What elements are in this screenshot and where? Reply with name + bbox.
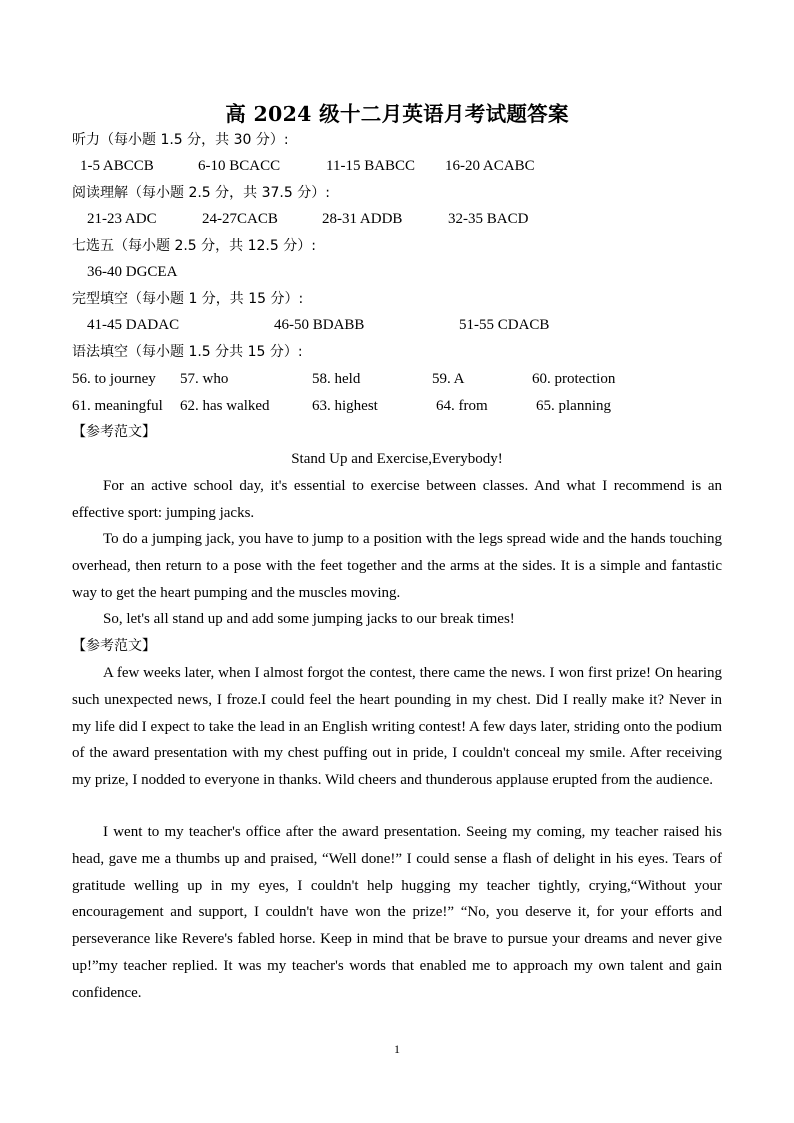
page-title: 高 2024 级十二月英语月考试题答案 <box>225 102 569 126</box>
seven-five-heading: 七选五（每小题 2.5 分，共 12.5 分）: <box>72 238 316 254</box>
essay-paragraph: So, let's all stand up and add some jumping jacks to our break times! <box>103 611 515 627</box>
answer-group: 6-10 BCACC <box>198 158 281 174</box>
essay-paragraph: A few weeks later, when I almost forgot the contest, there came the news. I won first prize! On hearing such unexpected news, I froze.I could feel the heart pounding in my chest. Did I really make it? Never in my life did I expect to take the lead in an English writing contest! A few days later, striding onto the podium of the award presentation with my chest puffing out in pride, I couldn't conceal my smile. After receiving my prize, I nodded to everyone in thanks. Wild cheers and thunderous applause erupted from the audience. <box>72 665 722 789</box>
answer-group: 24-27CACB <box>202 211 278 227</box>
cloze-heading: 完型填空（每小题 1 分，共 15 分）: <box>72 291 304 307</box>
answer-group: 21-23 ADC <box>87 211 157 227</box>
essay-paragraph: To do a jumping jack, you have to jump to a position with the legs spread wide and the hands touching overhead, then return to a pose with the feet together and the arms at the sides. It is a simple and fantastic way to get the heart pumping and the muscles moving. <box>72 531 722 601</box>
grammar-answer: 58. held <box>312 371 361 387</box>
answer-group: 46-50 BDABB <box>274 317 365 333</box>
essay-title: Stand Up and Exercise,Everybody! <box>291 451 503 467</box>
reading-heading: 阅读理解（每小题 2.5 分，共 37.5 分）: <box>72 185 330 201</box>
grammar-answer: 56. to journey <box>72 371 156 387</box>
grammar-answer: 65. planning <box>536 398 611 414</box>
answer-group: 36-40 DGCEA <box>87 264 178 280</box>
grammar-answer: 60. protection <box>532 371 616 387</box>
grammar-heading: 语法填空（每小题 1.5 分共 15 分）: <box>72 344 303 360</box>
grammar-answer: 63. highest <box>312 398 378 414</box>
answer-group: 32-35 BACD <box>448 211 529 227</box>
grammar-answer: 64. from <box>436 398 488 414</box>
grammar-answer: 59. A <box>432 371 465 387</box>
answer-group: 51-55 CDACB <box>459 317 550 333</box>
answer-group: 16-20 ACABC <box>445 158 535 174</box>
answer-group: 11-15 BABCC <box>326 158 416 174</box>
answer-group: 1-5 ABCCB <box>80 158 154 174</box>
grammar-answer: 57. who <box>180 371 229 387</box>
answer-group: 28-31 ADDB <box>322 211 403 227</box>
essay-paragraph: I went to my teacher's office after the award presentation. Seeing my coming, my teacher raised his head, gave me a thumbs up and praised, “Well done!” I could sense a flash of delight in his eyes. Tears of gratitude welling up in my eyes, I couldn't help hugging my teacher tightly, crying,“Without your encouragement and support, I couldn't have won the prize!” “No, you deserve it, for your efforts and perseverance like Revere's fabled horse. Keep in mind that be brave to pursue your dreams and never give up!”my teacher replied. It was my teacher's words that enabled me to approach my own talent and gain confidence. <box>72 824 722 1001</box>
answer-group: 41-45 DADAC <box>87 317 180 333</box>
listening-heading: 听力（每小题 1.5 分，共 30 分）: <box>72 132 289 148</box>
essay-paragraph: For an active school day, it's essential to exercise between classes. And what I recommend is an effective sport: jumping jacks. <box>72 478 722 521</box>
grammar-answer: 62. has walked <box>180 398 270 414</box>
sample-label: 【参考范文】 <box>72 638 156 654</box>
page-number: 1 <box>394 1042 400 1056</box>
grammar-answer: 61. meaningful <box>72 398 163 414</box>
sample-label: 【参考范文】 <box>72 424 156 440</box>
